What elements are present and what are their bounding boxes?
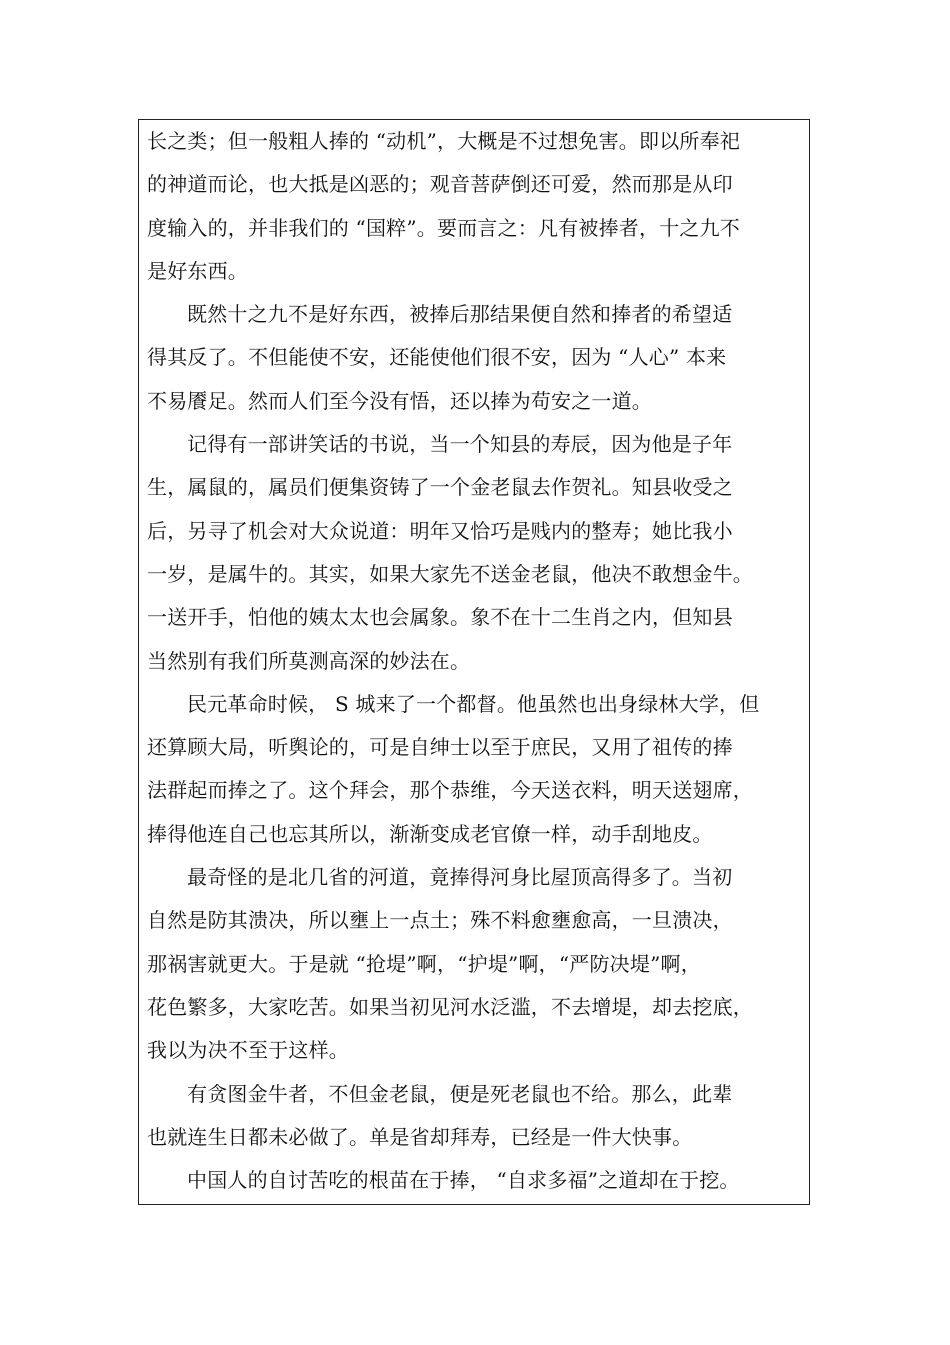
text-line: 花色繁多，大家吃苦。如果当初见河水泛滥，不去增堤，却去挖底， [147,994,753,1019]
paragraph-start-line: 民元革命时候， S 城来了一个都督。他虽然也出身绿林大学，但 [187,691,760,716]
text-line: 一岁，是属牛的。其实，如果大家先不送金老鼠，他决不敢想金牛。 [147,561,753,586]
text-line: 度输入的，并非我们的 “国粹”。要而言之：凡有被捧者，十之九不 [147,215,741,240]
paragraph-start-line: 记得有一部讲笑话的书说，当一个知县的寿辰，因为他是子年 [187,432,733,457]
text-line: 不易餍足。然而人们至今没有悟，还以捧为苟安之一道。 [147,388,652,413]
page-border-frame [138,119,810,1205]
text-line: 也就连生日都未必做了。单是省却拜寿，已经是一件大快事。 [147,1124,693,1149]
text-line: 的神道而论，也大抵是凶恶的；观音菩萨倒还可爱，然而那是从印 [147,172,733,197]
text-line: 后，另寻了机会对大众说道：明年又恰巧是贱内的整寿；她比我小 [147,518,733,543]
text-line: 生，属鼠的，属员们便集资铸了一个金老鼠去作贺礼。知县收受之 [147,475,733,500]
paragraph-start-line: 有贪图金牛者，不但金老鼠，便是死老鼠也不给。那么，此辈 [187,1081,733,1106]
paragraph-start-line: 既然十之九不是好东西，被捧后那结果便自然和捧者的希望适 [187,302,733,327]
text-line: 还算顾大局，听舆论的，可是自绅士以至于庶民，又用了祖传的捧 [147,735,733,760]
text-line: 我以为决不至于这样。 [147,1038,349,1063]
text-line: 法群起而捧之了。这个拜会，那个恭维，今天送衣料，明天送翅席， [147,778,753,803]
text-line: 是好东西。 [147,258,248,283]
text-line: 自然是防其溃决，所以壅上一点土；殊不料愈壅愈高，一旦溃决， [147,908,733,933]
text-line: 那祸害就更大。于是就 “抢堤”啊，“护堤”啊，“严防决堤”啊， [147,951,701,976]
text-line: 一送开手，怕他的姨太太也会属象。象不在十二生肖之内，但知县 [147,605,733,630]
paragraph-start-line: 中国人的自讨苦吃的根苗在于捧， “自求多福”之道却在于挖。 [187,1168,740,1193]
text-line: 长之类；但一般粗人捧的 “动机”，大概是不过想免害。即以所奉祀 [147,129,741,153]
essay-text-block [147,120,807,1202]
text-line: 当然别有我们所莫测高深的妙法在。 [147,648,471,673]
text-line: 得其反了。不但能使不安，还能使他们很不安，因为 “人心” 本来 [147,345,727,370]
text-line: 捧得他连自己也忘其所以，渐渐变成老官僚一样，动手刮地皮。 [147,821,713,846]
paragraph-start-line: 最奇怪的是北几省的河道，竟捧得河身比屋顶高得多了。当初 [187,865,733,890]
